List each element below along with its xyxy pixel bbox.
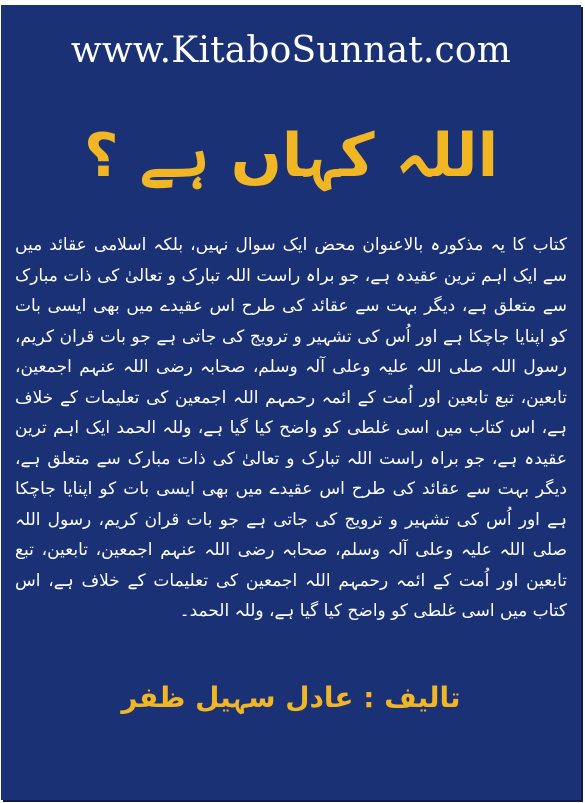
author-label: تالیف — [384, 681, 461, 714]
author-name: عادل سہیل ظفر — [121, 681, 354, 714]
author-separator: : — [353, 681, 385, 714]
book-description: کتاب کا یہ مذکورہ بالاعنوان محض ایک سوال نہیں، بلکہ اسلامی عقائد میں سے ایک اہم ترین عقیدہ ہے، جو براہ راست اللہ تبارک و تعالیٰ کی ذات مبارک سے متعلق ہے، دیگر بہت سے عقائد کی طرح اس عقیدے میں بھی ایسی بات کو اپنایا جاچکا ہے اور اُس کی تشہیر و ترویج کی جاتی ہے جو بات قران کریم، رسول اللہ صلی اللہ علیہ وعلی آلہ وسلم، صحابہ رضی اللہ عنہم اجمعین، تابعین، تبع تابعین اور اُمت کے ائمہ رحمہم اللہ اجمعین کی تعلیمات کے خلاف ہے، اس کتاب میں اسی غلطی کو واضح کیا گیا ہے، وللہ الحمد ایک اہم ترین عقیدہ ہے، جو براہ راست اللہ تبارک و تعالیٰ کی ذات مبارک سے متعلق ہے، دیگر بہت سے عقائد کی طرح اس عقیدے میں بھی ایسی بات کو اپنایا جاچکا ہے اور اُس کی تشہیر و ترویج کی جاتی ہے جو بات قران کریم، رسول اللہ صلی اللہ علیہ وعلی آلہ وسلم، صحابہ رضی اللہ عنہم اجمعین، تابعین، تبع تابعین اور اُمت کے ائمہ رحمہم اللہ اجمعین کی تعلیمات کے خلاف ہے، اس کتاب میں اسی غلطی کو واضح کیا گیا ہے، وللہ الحمد۔ — [15, 235, 567, 621]
cover-panel — [1, 5, 581, 800]
author-line — [1, 673, 581, 723]
website-url: www.KitaboSunnat.com — [70, 30, 512, 71]
book-title: اللہ کہاں ہے ؟ — [83, 121, 499, 191]
